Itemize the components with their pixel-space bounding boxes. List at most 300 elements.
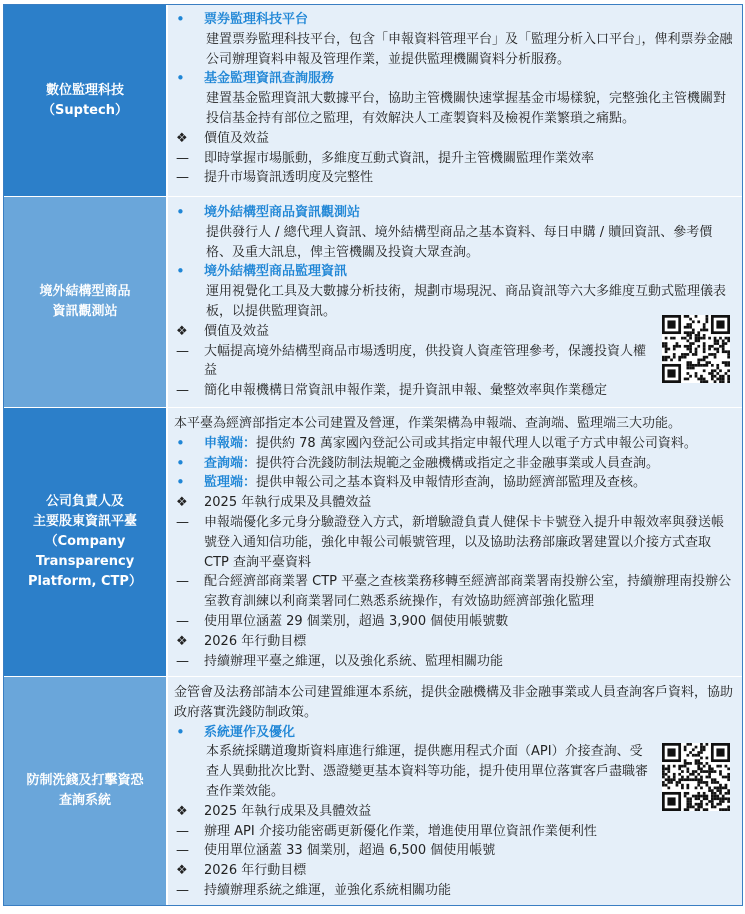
qr-module bbox=[700, 803, 703, 806]
qr-module bbox=[716, 364, 719, 367]
qr-module bbox=[719, 337, 722, 340]
qr-module bbox=[719, 784, 722, 787]
qr-module bbox=[681, 356, 684, 359]
qr-module bbox=[697, 331, 700, 334]
dash-icon: — bbox=[176, 574, 189, 590]
qr-module bbox=[714, 380, 717, 383]
qr-module bbox=[700, 378, 703, 381]
qr-module bbox=[695, 375, 698, 378]
qr-module bbox=[714, 797, 717, 800]
qr-module bbox=[727, 350, 730, 353]
qr-module bbox=[706, 784, 709, 787]
qr-module bbox=[700, 337, 703, 340]
bullet-icon: • bbox=[176, 203, 185, 221]
qr-module bbox=[689, 806, 692, 809]
qr-module bbox=[662, 770, 665, 773]
qr-module bbox=[711, 800, 714, 803]
dash-icon: — bbox=[176, 150, 189, 166]
qr-module bbox=[706, 356, 709, 359]
qr-module bbox=[725, 364, 728, 367]
qr-module bbox=[697, 364, 700, 367]
qr-module bbox=[706, 776, 709, 779]
qr-module bbox=[686, 367, 689, 370]
qr-module bbox=[716, 367, 719, 370]
qr-module bbox=[684, 748, 687, 751]
qr-module bbox=[708, 345, 711, 348]
qr-module bbox=[714, 787, 717, 790]
qr-module bbox=[665, 767, 668, 770]
qr-module bbox=[706, 320, 709, 323]
qr-module bbox=[700, 743, 703, 746]
qr-module bbox=[681, 337, 684, 340]
qr-module bbox=[714, 770, 717, 773]
qr-code-icon[interactable] bbox=[662, 315, 730, 383]
qr-module bbox=[667, 356, 670, 359]
qr-module bbox=[727, 356, 730, 359]
qr-module bbox=[667, 787, 670, 790]
qr-module bbox=[727, 378, 730, 381]
qr-module bbox=[703, 792, 706, 795]
qr-module bbox=[695, 778, 698, 781]
qr-module bbox=[692, 364, 695, 367]
qr-module bbox=[714, 356, 717, 359]
section-content bbox=[168, 408, 742, 676]
qr-module bbox=[673, 348, 676, 351]
qr-module bbox=[700, 757, 703, 760]
qr-module bbox=[695, 795, 698, 798]
qr-module bbox=[678, 359, 681, 362]
qr-module bbox=[686, 361, 689, 364]
qr-module bbox=[716, 378, 719, 381]
qr-module bbox=[665, 350, 668, 353]
qr-module bbox=[673, 345, 676, 348]
item-body: 建置基金監理資訊大數據平台，協助主管機關快速掌握基金市場樣貌，完整強化主管機關對投信基金持有部位之監理，有效解決人工產製資料及檢視作業繁瑣之痛點。 bbox=[206, 91, 727, 126]
qr-module bbox=[678, 773, 681, 776]
qr-module bbox=[684, 778, 687, 781]
dash-icon: — bbox=[176, 514, 189, 530]
qr-module bbox=[711, 789, 714, 792]
qr-module bbox=[667, 320, 675, 328]
list-item: ❖ 2025 年執行成果及具體效益 bbox=[174, 802, 734, 822]
qr-module bbox=[695, 315, 698, 318]
qr-module bbox=[706, 361, 709, 364]
qr-module bbox=[725, 342, 728, 345]
qr-module bbox=[700, 375, 703, 378]
qr-module bbox=[697, 359, 700, 362]
item-title: 系統運作及優化 bbox=[204, 724, 296, 740]
qr-module bbox=[695, 337, 698, 340]
qr-module bbox=[725, 776, 728, 779]
item-title: 票券監理科技平台 bbox=[204, 12, 309, 27]
qr-module bbox=[719, 792, 722, 795]
dash-icon: — bbox=[176, 613, 189, 629]
section-suptech bbox=[4, 5, 742, 196]
qr-module bbox=[665, 359, 668, 362]
section-ctp bbox=[4, 407, 742, 676]
qr-module bbox=[725, 337, 728, 340]
qr-module bbox=[725, 350, 728, 353]
qr-module bbox=[684, 762, 687, 765]
qr-module bbox=[681, 770, 684, 773]
qr-module bbox=[673, 337, 676, 340]
qr-module bbox=[692, 795, 695, 798]
qr-module bbox=[689, 773, 692, 776]
qr-module bbox=[719, 787, 722, 790]
qr-module bbox=[700, 380, 703, 383]
qr-module bbox=[727, 806, 730, 809]
qr-module bbox=[697, 765, 700, 768]
qr-module bbox=[673, 776, 676, 779]
qr-module bbox=[716, 765, 719, 768]
qr-module bbox=[706, 781, 709, 784]
qr-module bbox=[695, 372, 698, 375]
qr-module bbox=[686, 787, 689, 790]
list-item: — 使用單位涵蓋 33 個業別，超過 6,500 個使用帳號 bbox=[174, 841, 734, 861]
qr-module bbox=[722, 350, 725, 353]
qr-module bbox=[695, 770, 698, 773]
qr-module bbox=[697, 792, 700, 795]
qr-module bbox=[716, 320, 724, 328]
qr-module bbox=[667, 781, 670, 784]
qr-module bbox=[695, 353, 698, 356]
qr-module bbox=[686, 378, 689, 381]
list-item: — 辦理 API 介接功能密碼更新優化作業，增進使用單位資訊作業便利性 bbox=[174, 822, 734, 842]
qr-module bbox=[697, 778, 700, 781]
qr-module bbox=[719, 369, 722, 372]
qr-module bbox=[719, 808, 722, 811]
qr-module bbox=[725, 784, 728, 787]
qr-module bbox=[725, 765, 728, 768]
qr-module bbox=[684, 345, 687, 348]
qr-module bbox=[697, 345, 700, 348]
qr-module bbox=[711, 372, 714, 375]
qr-module bbox=[686, 754, 689, 757]
qr-module bbox=[662, 356, 665, 359]
qr-module bbox=[714, 795, 717, 798]
qr-module bbox=[684, 378, 687, 381]
qr-module bbox=[722, 380, 725, 383]
qr-code-icon[interactable] bbox=[662, 743, 730, 811]
qr-module bbox=[689, 743, 692, 746]
qr-module bbox=[719, 378, 722, 381]
qr-module bbox=[676, 784, 679, 787]
qr-module bbox=[697, 320, 700, 323]
qr-module bbox=[703, 326, 706, 329]
qr-module bbox=[703, 748, 706, 751]
qr-module bbox=[719, 800, 722, 803]
qr-module bbox=[716, 372, 719, 375]
qr-module bbox=[692, 806, 695, 809]
qr-module bbox=[686, 372, 689, 375]
qr-module bbox=[711, 806, 714, 809]
qr-module bbox=[711, 770, 714, 773]
qr-module bbox=[700, 329, 703, 332]
qr-module bbox=[662, 359, 665, 362]
item-title: 境外結構型商品監理資訊 bbox=[204, 264, 348, 280]
qr-module bbox=[697, 808, 700, 811]
qr-module bbox=[708, 800, 711, 803]
qr-module bbox=[689, 778, 692, 781]
qr-module bbox=[716, 339, 719, 342]
bullet-icon: • bbox=[176, 262, 185, 281]
list-item: ❖ 2025 年執行成果及具體效益 bbox=[174, 493, 734, 513]
qr-module bbox=[692, 342, 695, 345]
list-item: • 查詢端：提供符合洗錢防制法規範之金融機構或指定之非金融事業或人員查詢。 bbox=[176, 453, 660, 472]
qr-module bbox=[706, 797, 709, 800]
qr-module bbox=[722, 375, 725, 378]
dash-icon: — bbox=[176, 882, 189, 898]
qr-module bbox=[706, 743, 709, 746]
qr-module bbox=[689, 318, 692, 321]
qr-module bbox=[725, 361, 728, 364]
qr-module bbox=[727, 767, 730, 770]
qr-module bbox=[670, 781, 673, 784]
qr-module bbox=[716, 789, 719, 792]
qr-module bbox=[703, 369, 706, 372]
qr-module bbox=[714, 339, 717, 342]
qr-module bbox=[722, 795, 725, 798]
qr-module bbox=[686, 770, 689, 773]
qr-module bbox=[727, 808, 730, 811]
qr-module bbox=[684, 326, 687, 329]
qr-module bbox=[703, 808, 706, 811]
qr-module bbox=[695, 334, 698, 337]
qr-module bbox=[686, 767, 689, 770]
list-item: — 持續辦理平臺之維運，以及強化系統、監理相關功能 bbox=[174, 652, 734, 672]
qr-module bbox=[686, 778, 689, 781]
qr-module bbox=[703, 380, 706, 383]
qr-module bbox=[706, 318, 709, 321]
qr-module bbox=[719, 765, 722, 768]
qr-module bbox=[703, 795, 706, 798]
service-table bbox=[3, 4, 743, 906]
item-title: 境外結構型商品資訊觀測站 bbox=[204, 205, 361, 220]
qr-module bbox=[692, 367, 695, 370]
qr-module bbox=[708, 353, 711, 356]
diamond-icon: ❖ bbox=[176, 803, 188, 819]
qr-module bbox=[711, 778, 714, 781]
qr-module bbox=[714, 375, 717, 378]
qr-module bbox=[714, 792, 717, 795]
qr-module bbox=[686, 331, 689, 334]
qr-module bbox=[703, 342, 706, 345]
qr-module bbox=[695, 348, 698, 351]
qr-module bbox=[706, 808, 709, 811]
qr-module bbox=[695, 350, 698, 353]
qr-module bbox=[706, 770, 709, 773]
qr-module bbox=[722, 800, 725, 803]
bullet-icon: • bbox=[176, 453, 185, 472]
qr-module bbox=[703, 364, 706, 367]
qr-module bbox=[665, 337, 668, 340]
qr-module bbox=[716, 795, 719, 798]
qr-module bbox=[700, 787, 703, 790]
qr-module bbox=[692, 770, 695, 773]
intro-text: 本平臺為經濟部指定本公司建置及營運，作業架構為申報端、查詢端、監理端三大功能。 bbox=[174, 416, 682, 431]
qr-module bbox=[716, 781, 719, 784]
list-item: • 申報端：提供約 78 萬家國內登記公司或其指定申報代理人以電子方式申報公司資料。 bbox=[176, 433, 697, 452]
item-body: 運用視覺化工具及大數據分析技術，規劃市場現況、商品資訊等六大多維度互動式監理儀表板，以提供監理資訊。 bbox=[206, 284, 727, 319]
qr-module bbox=[719, 380, 722, 383]
qr-module bbox=[697, 784, 700, 787]
qr-module bbox=[703, 746, 706, 749]
qr-module bbox=[708, 348, 711, 351]
qr-module bbox=[697, 797, 700, 800]
qr-module bbox=[727, 380, 730, 383]
qr-module bbox=[708, 372, 711, 375]
qr-module bbox=[667, 765, 670, 768]
qr-module bbox=[700, 770, 703, 773]
qr-module bbox=[706, 803, 709, 806]
list-item: ❖ 價值及效益 bbox=[174, 322, 734, 342]
qr-module bbox=[706, 795, 709, 798]
qr-module bbox=[714, 353, 717, 356]
qr-module bbox=[700, 778, 703, 781]
qr-module bbox=[697, 806, 700, 809]
qr-module bbox=[711, 369, 714, 372]
qr-module bbox=[708, 765, 711, 768]
qr-module bbox=[689, 348, 692, 351]
bullet-icon: • bbox=[176, 10, 185, 28]
qr-module bbox=[686, 364, 689, 367]
qr-module bbox=[714, 778, 717, 781]
qr-module bbox=[681, 784, 684, 787]
qr-module bbox=[681, 787, 684, 790]
qr-module bbox=[722, 378, 725, 381]
qr-module bbox=[686, 776, 689, 779]
qr-module bbox=[703, 345, 706, 348]
qr-module bbox=[722, 808, 725, 811]
qr-module bbox=[714, 369, 717, 372]
qr-module bbox=[727, 773, 730, 776]
qr-module bbox=[692, 754, 695, 757]
qr-module bbox=[667, 770, 670, 773]
qr-module bbox=[700, 746, 703, 749]
qr-module bbox=[725, 797, 728, 800]
list-item: — 提升市場資訊透明度及完整性 bbox=[174, 168, 734, 188]
item-body: 提供發行人 / 總代理人資訊、境外結構型商品之基本資料、每日申購 / 贖回資訊、參考價格、及重大訊息，俾主管機關及投資大眾查詢。 bbox=[206, 224, 713, 260]
qr-module bbox=[722, 361, 725, 364]
qr-module bbox=[695, 787, 698, 790]
qr-module bbox=[673, 765, 676, 768]
qr-module bbox=[716, 348, 719, 351]
qr-module bbox=[719, 789, 722, 792]
qr-module bbox=[716, 797, 719, 800]
qr-module bbox=[678, 765, 681, 768]
qr-module bbox=[689, 342, 692, 345]
dash-icon: — bbox=[176, 843, 189, 859]
qr-module bbox=[695, 364, 698, 367]
qr-module bbox=[667, 369, 675, 377]
qr-module bbox=[686, 797, 689, 800]
list-item: — 即時掌握市場脈動，多維度互動式資訊，提升主管機關監理作業效率 bbox=[174, 149, 734, 169]
qr-module bbox=[686, 803, 689, 806]
qr-module bbox=[686, 800, 689, 803]
list-item: — 簡化申報機構日常資訊申報作業，提升資訊申報、彙整效率與作業穩定 bbox=[174, 381, 734, 401]
qr-module bbox=[703, 356, 706, 359]
qr-module bbox=[700, 748, 703, 751]
qr-module bbox=[673, 778, 676, 781]
diamond-icon: ❖ bbox=[176, 633, 188, 649]
item-body: 本系統採購道瓊斯資料庫進行維運，提供應用程式介面（API）介接查詢、受查人異動批次比對、憑證變更基本資料等功能，提升使用單位落實客戶盡職審查作業效能。 bbox=[206, 744, 649, 799]
qr-module bbox=[684, 792, 687, 795]
list-item bbox=[174, 69, 734, 89]
section-content bbox=[168, 197, 742, 407]
bullet-icon: • bbox=[176, 473, 185, 492]
qr-module bbox=[700, 781, 703, 784]
qr-module bbox=[686, 808, 689, 811]
qr-module bbox=[714, 342, 717, 345]
qr-module bbox=[708, 361, 711, 364]
qr-module bbox=[697, 795, 700, 798]
section-content bbox=[168, 5, 742, 196]
qr-module bbox=[700, 364, 703, 367]
qr-module bbox=[678, 356, 681, 359]
qr-module bbox=[667, 797, 675, 805]
qr-module bbox=[689, 364, 692, 367]
qr-module bbox=[665, 773, 668, 776]
qr-module bbox=[689, 350, 692, 353]
qr-module bbox=[686, 339, 689, 342]
qr-module bbox=[689, 797, 692, 800]
qr-module bbox=[703, 378, 706, 381]
section-aml bbox=[4, 676, 742, 905]
qr-module bbox=[684, 356, 687, 359]
qr-module bbox=[703, 797, 706, 800]
qr-module bbox=[686, 323, 689, 326]
qr-module bbox=[695, 339, 698, 342]
qr-module bbox=[684, 315, 687, 318]
qr-module bbox=[678, 345, 681, 348]
list-item: — 使用單位涵蓋 29 個業別，超過 3,900 個使用帳號數 bbox=[174, 612, 734, 632]
qr-module bbox=[692, 329, 695, 332]
qr-module bbox=[697, 754, 700, 757]
qr-module bbox=[670, 778, 673, 781]
qr-module bbox=[695, 754, 698, 757]
qr-module bbox=[711, 353, 714, 356]
qr-module bbox=[722, 342, 725, 345]
dash-icon: — bbox=[176, 823, 189, 839]
qr-module bbox=[711, 767, 714, 770]
list-item: ❖ 2026 年行動目標 bbox=[174, 632, 734, 652]
qr-module bbox=[722, 776, 725, 779]
qr-module bbox=[719, 345, 722, 348]
qr-module bbox=[727, 789, 730, 792]
qr-module bbox=[703, 359, 706, 362]
qr-module bbox=[695, 803, 698, 806]
qr-module bbox=[703, 781, 706, 784]
qr-module bbox=[711, 795, 714, 798]
qr-module bbox=[662, 767, 665, 770]
qr-module bbox=[665, 348, 668, 351]
qr-module bbox=[700, 767, 703, 770]
list-item: — 配合經濟部商業署 CTP 平臺之查核業務移轉至經濟部商業署南投辦公室，持續辦理南投辦公室教育訓練以利商業署同仁熟悉系統操作，有效協助經濟部強化監理 bbox=[174, 572, 734, 612]
item-title: 基金監理資訊查詢服務 bbox=[204, 71, 335, 87]
section-heading: 境外結構型商品 資訊觀測站 bbox=[4, 197, 168, 407]
qr-module bbox=[727, 792, 730, 795]
qr-module bbox=[714, 337, 717, 340]
qr-module bbox=[697, 334, 700, 337]
qr-module bbox=[678, 778, 681, 781]
qr-module bbox=[692, 773, 695, 776]
qr-module bbox=[667, 776, 670, 779]
qr-module bbox=[673, 356, 676, 359]
bullet-icon: • bbox=[176, 433, 185, 452]
qr-module bbox=[686, 326, 689, 329]
qr-module bbox=[686, 806, 689, 809]
qr-module bbox=[695, 759, 698, 762]
qr-module bbox=[662, 773, 665, 776]
